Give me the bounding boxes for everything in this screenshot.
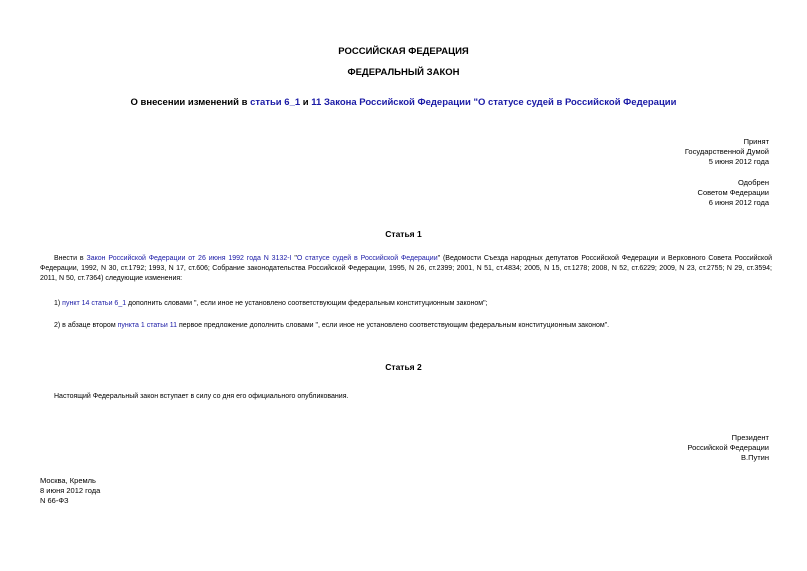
approved-block: [698, 178, 769, 208]
article1-item2: [54, 321, 786, 331]
approved-line2: Советом Федерации: [697, 188, 769, 197]
article2-heading: Статья 2: [385, 362, 422, 372]
adopted-line2: Государственной Думой: [684, 147, 769, 156]
place-date-block: [40, 476, 100, 506]
place-line3: N 66-ФЗ: [40, 496, 69, 505]
title-link-law[interactable]: Закона Российской Федерации "О статусе судей в Российской Федерации: [323, 97, 677, 108]
intro-mid: ": [291, 255, 297, 262]
place-line1: Москва, Кремль: [40, 476, 96, 485]
doc-type-heading: ФЕДЕРАЛЬНЫЙ ЗАКОН: [347, 67, 460, 78]
signature-line3: В.Путин: [741, 453, 769, 462]
title-prefix: О внесении изменений в: [130, 97, 251, 108]
approved-line3: 6 июня 2012 года: [708, 198, 769, 207]
signature-line2: Российской Федерации: [687, 443, 769, 452]
law-title: [0, 97, 807, 108]
item2-link[interactable]: пункта 1 статьи 11: [117, 322, 178, 329]
article1-heading: Статья 1: [385, 229, 422, 239]
title-link-article-6-1[interactable]: статьи 6_1: [250, 97, 301, 108]
item2-rest: первое предложение дополнить словами ", если иное не установлено соответствующим федеральным конституционным законом".: [177, 322, 610, 329]
place-line2: 8 июня 2012 года: [40, 486, 101, 495]
title-link-article-11[interactable]: 11: [311, 97, 322, 108]
title-mid1: и: [300, 97, 312, 108]
article1-item1: [54, 299, 786, 309]
approved-line1: Одобрен: [738, 178, 769, 187]
adopted-block: [685, 137, 769, 167]
item1-rest: дополнить словами ", если иное не установлено соответствующим федеральным конституционным законом";: [126, 300, 488, 307]
adopted-line3: 5 июня 2012 года: [708, 157, 769, 166]
country-heading: РОССИЙСКАЯ ФЕДЕРАЦИЯ: [338, 46, 469, 57]
intro-link-law-date[interactable]: Закон Российской Федерации от 26 июня 1992 года N 3132-I: [86, 255, 292, 262]
article1-intro: [40, 254, 772, 284]
signature-line1: Президент: [731, 433, 769, 442]
article2-text: Настоящий Федеральный закон вступает в силу со дня его официального опубликования.: [54, 393, 349, 400]
item1-link[interactable]: пункт 14 статьи 6_1: [62, 300, 127, 307]
item1-prefix: 1): [54, 300, 63, 307]
intro-prefix: Внести в: [54, 255, 87, 262]
intro-rest: " (Ведомости Съезда народных депутатов Российской Федерации и Верховного Совета Российской Федерации, 1992, N 30, ст.1792; 1993, N 17, ст.606; Собрание законодательства Российской Федерации, 1995, N 26, ст.2399; 2001, N 51, ст.4834; 2005, N 15, ст.1278; 2008, N 52, ст.6229; 2009, N 23, ст.2755; N 29, ст.3594; 2011, N 50, ст.7364) следующие изменения:: [40, 255, 772, 282]
signature-block: [687, 433, 769, 463]
intro-link-law-name[interactable]: О статусе судей в Российской Федерации: [296, 255, 438, 262]
adopted-line1: Принят: [743, 137, 769, 146]
item2-prefix: 2) в абзаце втором: [54, 322, 118, 329]
